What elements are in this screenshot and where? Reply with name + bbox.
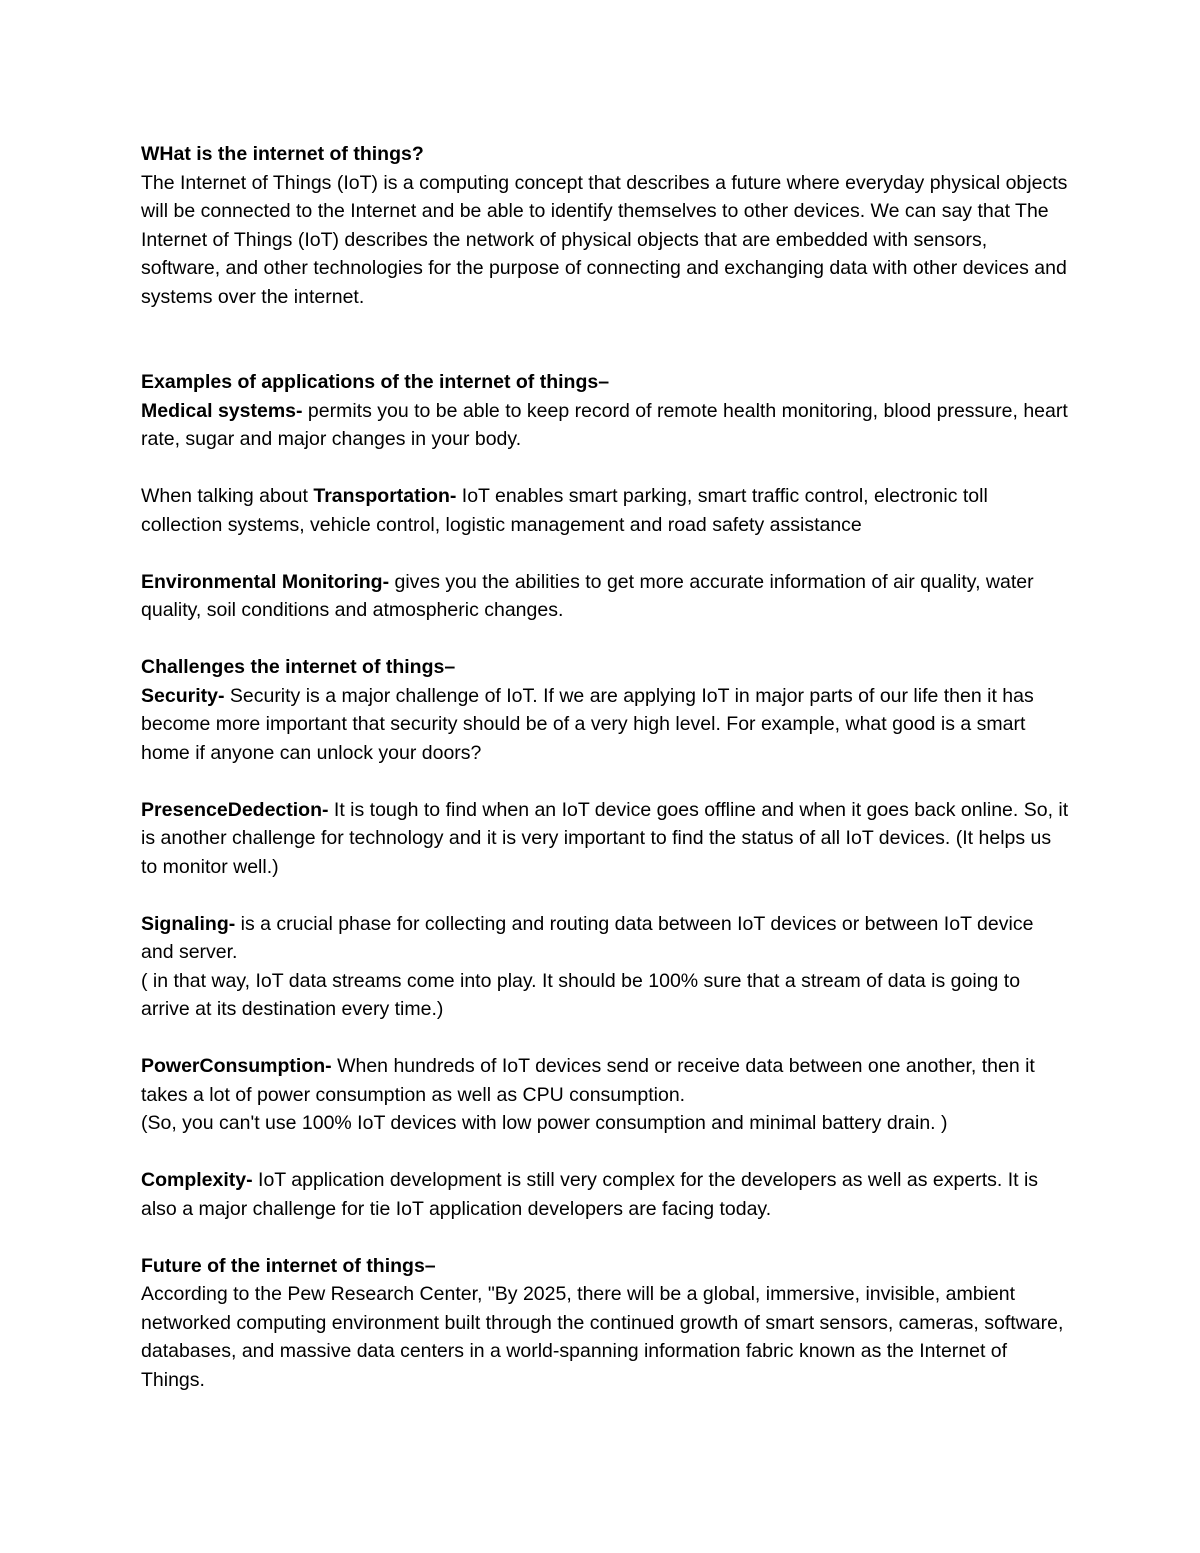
transportation-paragraph [141, 482, 1071, 539]
complexity-paragraph [141, 1166, 1071, 1223]
spacer [141, 1024, 1071, 1053]
signaling-paragraph [141, 910, 1071, 967]
environmental-paragraph [141, 568, 1071, 625]
presence-text: It is tough to find when an IoT device goes offline and when it goes back online. So, it is another challenge for technology and it is very important to find the status of all IoT devices. (It helps us to monitor well.) [141, 798, 1069, 878]
medical-paragraph [141, 397, 1071, 454]
presence-paragraph [141, 796, 1071, 882]
medical-text: permits you to be able to keep record of remote health monitoring, blood pressure, heart rate, sugar and major changes in your body. [141, 399, 1068, 450]
spacer [141, 625, 1071, 654]
intro-heading: WHat is the internet of things? [141, 143, 424, 165]
security-term: Security- [141, 684, 225, 707]
security-paragraph [141, 682, 1071, 768]
signaling-term: Signaling- [141, 912, 236, 935]
power-text: When hundreds of IoT devices send or receive data between one another, then it takes a lot of power consumption as well as CPU consumption. [141, 1055, 1035, 1106]
document-page [141, 140, 1071, 1394]
transportation-term: Transportation- [313, 485, 457, 507]
environmental-text: gives you the abilities to get more accurate information of air quality, water quality, soil conditions and atmospheric changes. [141, 570, 1034, 621]
signaling-text: is a crucial phase for collecting and routing data between IoT devices or between IoT device and server. [141, 912, 1034, 963]
power-paragraph [141, 1052, 1071, 1109]
transportation-text: IoT enables smart parking, smart traffic control, electronic toll collection systems, vehicle control, logistic management and road safety assistance [141, 485, 988, 536]
spacer [141, 1223, 1071, 1252]
spacer [141, 881, 1071, 910]
applications-heading: Examples of applications of the internet of things– [141, 371, 610, 393]
spacer [141, 539, 1071, 568]
medical-term: Medical systems- [141, 399, 303, 422]
complexity-term: Complexity- [141, 1169, 253, 1191]
transportation-prefix: When talking about [141, 485, 314, 507]
environmental-term: Environmental Monitoring- [141, 570, 390, 593]
signaling-note: ( in that way, IoT data streams come into play. It should be 100% sure that a stream of data is going to arrive at its destination every time.) [141, 969, 1021, 1020]
intro-paragraph: The Internet of Things (IoT) is a computing concept that describes a future where everyday physical objects will be connected to the Internet and be able to identify themselves to other devices. We can say that The Internet of Things (IoT) describes the network of physical objects that are embedded with sensors, software, and other technologies for the purpose of connecting and exchanging data with other devices and systems over the internet. [141, 171, 1068, 308]
power-term: PowerConsumption- [141, 1055, 332, 1077]
future-heading: Future of the internet of things– [141, 1254, 436, 1277]
complexity-text: IoT application development is still very complex for the developers as well as experts. It is also a major challenge for tie IoT application developers are facing today. [141, 1169, 1039, 1220]
security-text: Security is a major challenge of IoT. If we are applying IoT in major parts of our life then it has become more important that security should be of a very high level. For example, what good is a smart home if anyone can unlock your doors? [141, 684, 1034, 764]
spacer [141, 311, 1071, 368]
challenges-heading: Challenges the internet of things– [141, 656, 456, 678]
spacer [141, 767, 1071, 796]
spacer [141, 1138, 1071, 1167]
spacer [141, 454, 1071, 483]
presence-term: PresenceDedection- [141, 798, 329, 821]
future-paragraph: According to the Pew Research Center, "By 2025, there will be a global, immersive, invisible, ambient networked computing environment built through the continued growth of smart sensors, cameras, software, databases, and massive data centers in a world-spanning information fabric known as the Internet of Things. [141, 1283, 1064, 1391]
power-note: (So, you can't use 100% IoT devices with low power consumption and minimal battery drain. ) [141, 1112, 948, 1134]
